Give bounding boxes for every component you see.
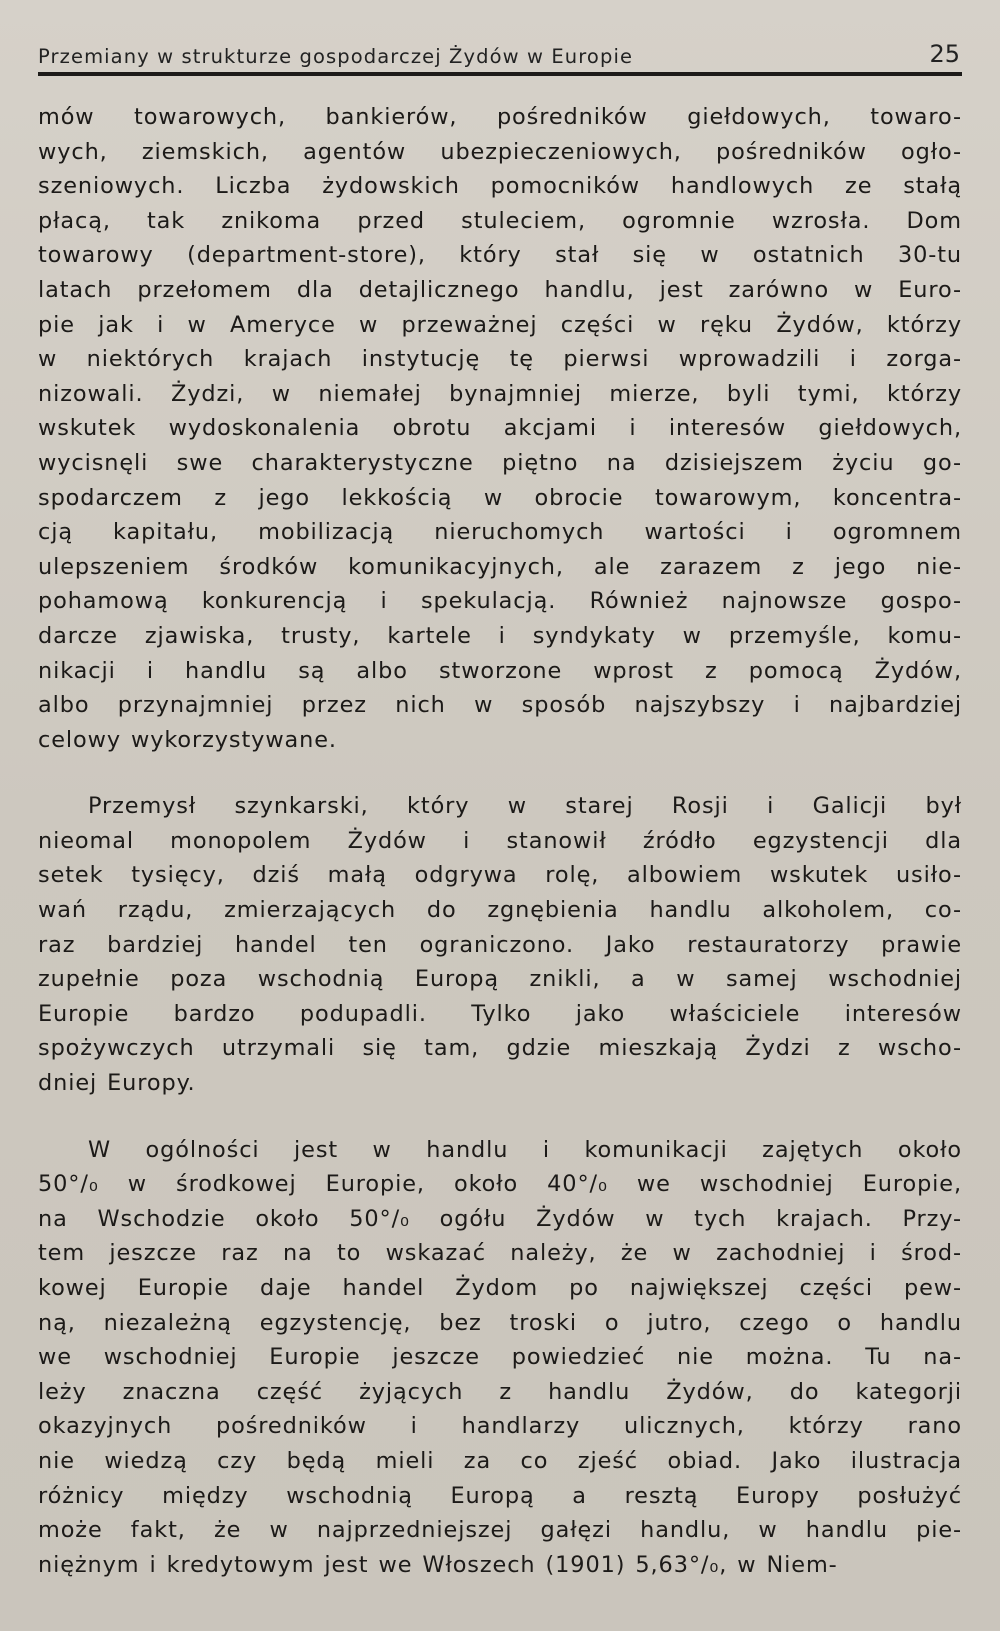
text-line: pohamową konkurencją i spekulacją. Również najnowsze gospo- [38, 588, 962, 615]
text-line: mów towarowych, bankierów, pośredników giełdowych, towaro- [38, 104, 962, 130]
text-line: tem jeszcze raz na to wskazać należy, że w zachodniej i środ- [38, 1240, 962, 1267]
text-line: nie wiedzą czy będą mieli za co zjeść obiad. Jako ilustracja [38, 1447, 962, 1474]
text-line-content: W ogólności jest w handlu i komunikacji zajętych około [88, 1136, 962, 1163]
paragraph-gap [38, 757, 962, 789]
paragraph-3 [38, 1133, 962, 1583]
text-line-content: Przemysł szynkarski, który w starej Rosji i Galicji był [88, 793, 962, 820]
text-line: dniej Europy. [38, 1070, 196, 1097]
page-header [38, 34, 962, 68]
text-line: nizowali. Żydzi, w niemałej bynajmniej mierze, byli tymi, którzy [38, 380, 962, 407]
paragraph-2 [38, 789, 962, 1100]
text-line: ulepszeniem środków komunikacyjnych, ale zarazem z jego nie- [38, 553, 962, 580]
text-line [38, 789, 962, 824]
text-line: leży znaczna część żyjących z handlu Żydów, do kategorji [38, 1378, 962, 1405]
paragraph-1 [38, 100, 962, 757]
text-line: wych, ziemskich, agentów ubezpieczeniowych, pośredników ogło- [38, 138, 962, 165]
text-line: może fakt, że w najprzedniejszej gałęzi handlu, w handlu pie- [38, 1517, 962, 1544]
text-line: latach przełomem dla detajlicznego handlu, jest zarówno w Euro- [38, 276, 962, 303]
text-line: celowy wykorzystywane. [38, 726, 337, 753]
text-line: na Wschodzie około 50°/₀ ogółu Żydów w tych krajach. Przy- [38, 1205, 962, 1232]
body-text [38, 100, 962, 1582]
text-line: we wschodniej Europie jeszcze powiedzieć nie można. Tu na- [38, 1344, 962, 1371]
text-line: pie jak i w Ameryce w przeważnej części w ręku Żydów, którzy [38, 311, 962, 338]
text-line: wycisnęli swe charakterystyczne piętno na dzisiejszem życiu go- [38, 449, 962, 476]
page-number: 25 [929, 40, 960, 68]
header-rule [38, 72, 962, 76]
text-line: spodarczem z jego lekkością w obrocie towarowym, koncentra- [38, 484, 962, 511]
text-line: niężnym i kredytowym jest we Włoszech (1901) 5,63°/₀, w Niem- [38, 1551, 838, 1578]
text-line: spożywczych utrzymali się tam, gdzie mieszkają Żydzi z wscho- [38, 1035, 962, 1062]
text-line: nieomal monopolem Żydów i stanowił źródło egzystencji dla [38, 827, 962, 854]
text-line: cją kapitału, mobilizacją nieruchomych wartości i ogromnem [38, 519, 962, 546]
text-line: w niektórych krajach instytucję tę pierwsi wprowadzili i zorga- [38, 346, 962, 373]
text-line: zupełnie poza wschodnią Europą znikli, a w samej wschodniej [38, 966, 962, 993]
text-line: płacą, tak znikoma przed stuleciem, ogromnie wzrosła. Dom [38, 207, 962, 234]
text-line: różnicy między wschodnią Europą a resztą Europy posłużyć [38, 1482, 962, 1509]
text-line: setek tysięcy, dziś małą odgrywa rolę, albowiem wskutek usiło- [38, 862, 962, 889]
text-line: towarowy (department-store), który stał się w ostatnich 30-tu [38, 242, 962, 269]
running-title: Przemiany w strukturze gospodarczej Żydów w Europie [38, 45, 634, 68]
text-line: albo przynajmniej przez nich w sposób najszybszy i najbardziej [38, 692, 962, 719]
text-line: darcze zjawiska, trusty, kartele i syndykaty w przemyśle, komu- [38, 622, 962, 649]
text-line: kowej Europie daje handel Żydom po największej części pew- [38, 1275, 962, 1301]
text-line: nikacji i handlu są albo stworzone wprost z pomocą Żydów, [38, 657, 962, 684]
text-line: wań rządu, zmierzających do zgnębienia handlu alkoholem, co- [38, 897, 962, 924]
text-line: szeniowych. Liczba żydowskich pomocników handlowych ze stałą [38, 173, 962, 200]
paragraph-gap [38, 1101, 962, 1133]
text-line [38, 1133, 962, 1168]
text-line: ną, niezależną egzystencję, bez troski o jutro, czego o handlu [38, 1309, 962, 1336]
text-line: Europie bardzo podupadli. Tylko jako właściciele interesów [38, 1000, 962, 1027]
text-line: okazyjnych pośredników i handlarzy ulicznych, którzy rano [38, 1413, 962, 1440]
text-line: raz bardziej handel ten ograniczono. Jako restauratorzy prawie [38, 931, 962, 958]
text-line: wskutek wydoskonalenia obrotu akcjami i interesów giełdowych, [38, 415, 962, 442]
text-line: 50°/₀ w środkowej Europie, około 40°/₀ we wschodniej Europie, [38, 1171, 962, 1198]
